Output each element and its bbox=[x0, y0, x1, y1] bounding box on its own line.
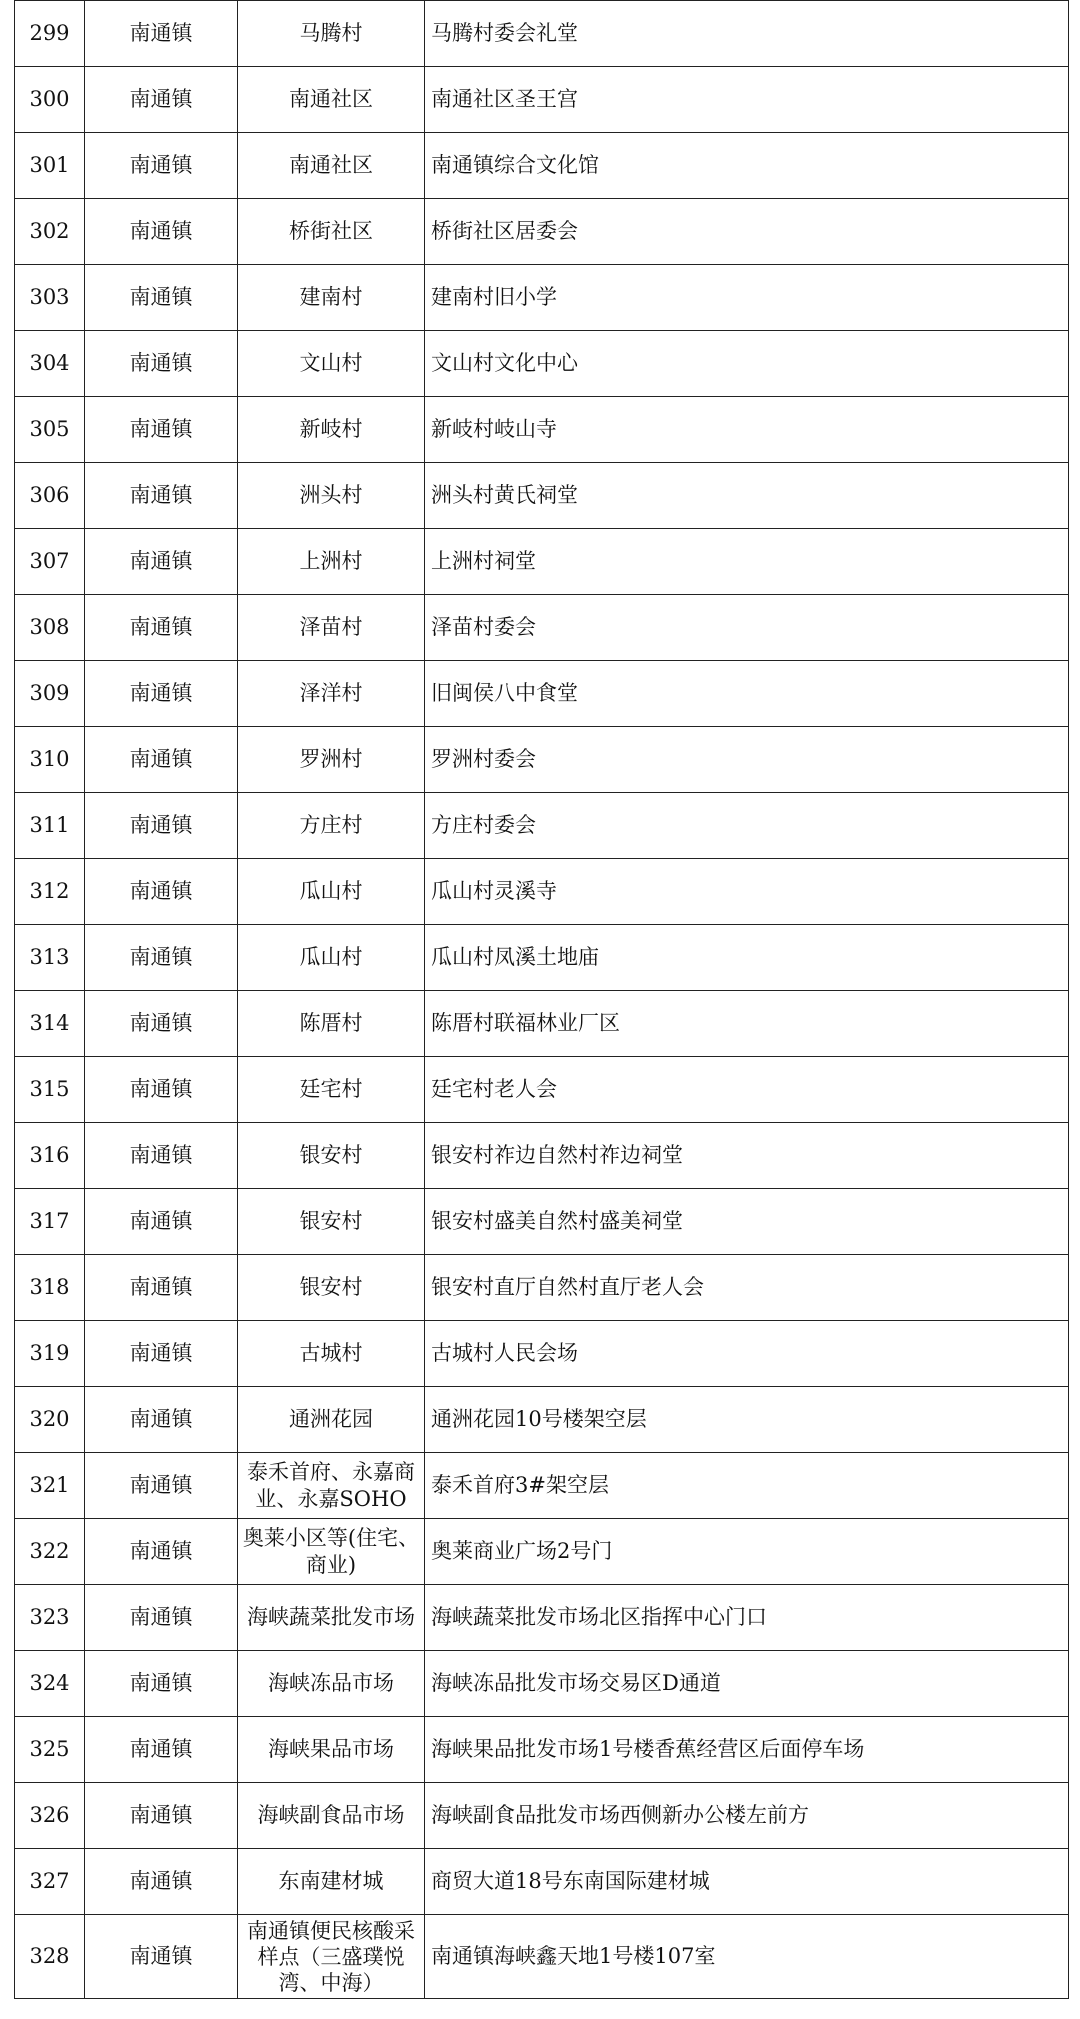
row-number-cell: 310 bbox=[15, 727, 85, 793]
village-cell: 古城村 bbox=[238, 1321, 425, 1387]
row-number-cell: 322 bbox=[15, 1519, 85, 1585]
village-cell: 文山村 bbox=[238, 331, 425, 397]
town-cell: 南通镇 bbox=[85, 199, 238, 265]
row-number-cell: 303 bbox=[15, 265, 85, 331]
sampling-location-cell: 泽苗村委会 bbox=[425, 595, 1069, 661]
village-cell: 陈厝村 bbox=[238, 991, 425, 1057]
town-cell: 南通镇 bbox=[85, 133, 238, 199]
village-cell: 东南建材城 bbox=[238, 1849, 425, 1915]
town-cell: 南通镇 bbox=[85, 1123, 238, 1189]
sampling-location-cell: 洲头村黄氏祠堂 bbox=[425, 463, 1069, 529]
sampling-location-cell: 海峡副食品批发市场西侧新办公楼左前方 bbox=[425, 1783, 1069, 1849]
sampling-location-cell: 海峡蔬菜批发市场北区指挥中心门口 bbox=[425, 1585, 1069, 1651]
table-row bbox=[15, 397, 1069, 463]
table-row bbox=[15, 661, 1069, 727]
row-number-cell: 315 bbox=[15, 1057, 85, 1123]
village-cell: 通洲花园 bbox=[238, 1387, 425, 1453]
table-row bbox=[15, 1849, 1069, 1915]
village-cell: 新岐村 bbox=[238, 397, 425, 463]
town-cell: 南通镇 bbox=[85, 1255, 238, 1321]
table-row bbox=[15, 1915, 1069, 1999]
sampling-location-cell: 奥莱商业广场2号门 bbox=[425, 1519, 1069, 1585]
town-cell: 南通镇 bbox=[85, 991, 238, 1057]
village-cell: 泽洋村 bbox=[238, 661, 425, 727]
sampling-location-cell: 上洲村祠堂 bbox=[425, 529, 1069, 595]
village-cell: 海峡果品市场 bbox=[238, 1717, 425, 1783]
row-number-cell: 302 bbox=[15, 199, 85, 265]
row-number-cell: 300 bbox=[15, 67, 85, 133]
town-cell: 南通镇 bbox=[85, 265, 238, 331]
village-cell: 方庄村 bbox=[238, 793, 425, 859]
sampling-location-cell: 海峡冻品批发市场交易区D通道 bbox=[425, 1651, 1069, 1717]
row-number-cell: 308 bbox=[15, 595, 85, 661]
town-cell: 南通镇 bbox=[85, 1, 238, 67]
row-number-cell: 324 bbox=[15, 1651, 85, 1717]
town-cell: 南通镇 bbox=[85, 925, 238, 991]
town-cell: 南通镇 bbox=[85, 661, 238, 727]
table-row bbox=[15, 1189, 1069, 1255]
table-row bbox=[15, 1453, 1069, 1519]
row-number-cell: 321 bbox=[15, 1453, 85, 1519]
sampling-location-cell: 罗洲村委会 bbox=[425, 727, 1069, 793]
table-row bbox=[15, 1783, 1069, 1849]
sampling-location-cell: 廷宅村老人会 bbox=[425, 1057, 1069, 1123]
village-cell: 廷宅村 bbox=[238, 1057, 425, 1123]
table-row bbox=[15, 1, 1069, 67]
row-number-cell: 313 bbox=[15, 925, 85, 991]
sampling-location-cell: 瓜山村灵溪寺 bbox=[425, 859, 1069, 925]
table-row bbox=[15, 925, 1069, 991]
town-cell: 南通镇 bbox=[85, 397, 238, 463]
row-number-cell: 318 bbox=[15, 1255, 85, 1321]
town-cell: 南通镇 bbox=[85, 793, 238, 859]
row-number-cell: 299 bbox=[15, 1, 85, 67]
table-row bbox=[15, 1387, 1069, 1453]
village-cell: 泰禾首府、永嘉商业、永嘉SOHO bbox=[238, 1453, 425, 1519]
town-cell: 南通镇 bbox=[85, 1321, 238, 1387]
sampling-location-cell: 马腾村委会礼堂 bbox=[425, 1, 1069, 67]
table-row bbox=[15, 1585, 1069, 1651]
table-row bbox=[15, 859, 1069, 925]
town-cell: 南通镇 bbox=[85, 1717, 238, 1783]
town-cell: 南通镇 bbox=[85, 331, 238, 397]
sampling-location-cell: 银安村祚边自然村祚边祠堂 bbox=[425, 1123, 1069, 1189]
row-number-cell: 312 bbox=[15, 859, 85, 925]
village-cell: 南通社区 bbox=[238, 67, 425, 133]
sampling-location-cell: 文山村文化中心 bbox=[425, 331, 1069, 397]
sampling-location-cell: 南通镇海峡鑫天地1号楼107室 bbox=[425, 1915, 1069, 1999]
sampling-location-cell: 泰禾首府3#架空层 bbox=[425, 1453, 1069, 1519]
table-row bbox=[15, 331, 1069, 397]
village-cell: 瓜山村 bbox=[238, 859, 425, 925]
village-cell: 海峡副食品市场 bbox=[238, 1783, 425, 1849]
row-number-cell: 311 bbox=[15, 793, 85, 859]
sampling-location-cell: 银安村直厅自然村直厅老人会 bbox=[425, 1255, 1069, 1321]
town-cell: 南通镇 bbox=[85, 1651, 238, 1717]
table-row bbox=[15, 133, 1069, 199]
table-row bbox=[15, 529, 1069, 595]
table-row bbox=[15, 1717, 1069, 1783]
sampling-location-cell: 方庄村委会 bbox=[425, 793, 1069, 859]
sampling-location-cell: 海峡果品批发市场1号楼香蕉经营区后面停车场 bbox=[425, 1717, 1069, 1783]
village-cell: 桥街社区 bbox=[238, 199, 425, 265]
sampling-location-cell: 陈厝村联福林业厂区 bbox=[425, 991, 1069, 1057]
village-cell: 海峡蔬菜批发市场 bbox=[238, 1585, 425, 1651]
village-cell: 奥莱小区等(住宅、商业) bbox=[238, 1519, 425, 1585]
row-number-cell: 326 bbox=[15, 1783, 85, 1849]
table-row bbox=[15, 1255, 1069, 1321]
row-number-cell: 319 bbox=[15, 1321, 85, 1387]
town-cell: 南通镇 bbox=[85, 1057, 238, 1123]
village-cell: 海峡冻品市场 bbox=[238, 1651, 425, 1717]
town-cell: 南通镇 bbox=[85, 859, 238, 925]
village-cell: 银安村 bbox=[238, 1123, 425, 1189]
village-cell: 建南村 bbox=[238, 265, 425, 331]
town-cell: 南通镇 bbox=[85, 1585, 238, 1651]
town-cell: 南通镇 bbox=[85, 529, 238, 595]
village-cell: 南通社区 bbox=[238, 133, 425, 199]
table-row bbox=[15, 1651, 1069, 1717]
row-number-cell: 327 bbox=[15, 1849, 85, 1915]
row-number-cell: 316 bbox=[15, 1123, 85, 1189]
row-number-cell: 304 bbox=[15, 331, 85, 397]
sampling-location-cell: 新岐村岐山寺 bbox=[425, 397, 1069, 463]
sampling-location-cell: 旧闽侯八中食堂 bbox=[425, 661, 1069, 727]
table-row bbox=[15, 1123, 1069, 1189]
village-cell: 泽苗村 bbox=[238, 595, 425, 661]
table-row bbox=[15, 793, 1069, 859]
table-row bbox=[15, 265, 1069, 331]
town-cell: 南通镇 bbox=[85, 1453, 238, 1519]
row-number-cell: 307 bbox=[15, 529, 85, 595]
table-row bbox=[15, 991, 1069, 1057]
table-row bbox=[15, 595, 1069, 661]
table-row bbox=[15, 67, 1069, 133]
town-cell: 南通镇 bbox=[85, 727, 238, 793]
sampling-location-cell: 南通社区圣王宫 bbox=[425, 67, 1069, 133]
sampling-location-cell: 古城村人民会场 bbox=[425, 1321, 1069, 1387]
table-row bbox=[15, 1321, 1069, 1387]
sampling-location-cell: 桥街社区居委会 bbox=[425, 199, 1069, 265]
town-cell: 南通镇 bbox=[85, 1519, 238, 1585]
row-number-cell: 328 bbox=[15, 1915, 85, 1999]
row-number-cell: 314 bbox=[15, 991, 85, 1057]
row-number-cell: 320 bbox=[15, 1387, 85, 1453]
table-row bbox=[15, 1519, 1069, 1585]
town-cell: 南通镇 bbox=[85, 463, 238, 529]
sampling-location-cell: 瓜山村凤溪土地庙 bbox=[425, 925, 1069, 991]
town-cell: 南通镇 bbox=[85, 595, 238, 661]
row-number-cell: 305 bbox=[15, 397, 85, 463]
sampling-location-cell: 商贸大道18号东南国际建材城 bbox=[425, 1849, 1069, 1915]
town-cell: 南通镇 bbox=[85, 1849, 238, 1915]
sampling-location-cell: 建南村旧小学 bbox=[425, 265, 1069, 331]
village-cell: 洲头村 bbox=[238, 463, 425, 529]
table-body bbox=[15, 1, 1069, 1999]
row-number-cell: 309 bbox=[15, 661, 85, 727]
village-cell: 马腾村 bbox=[238, 1, 425, 67]
row-number-cell: 317 bbox=[15, 1189, 85, 1255]
town-cell: 南通镇 bbox=[85, 1783, 238, 1849]
row-number-cell: 325 bbox=[15, 1717, 85, 1783]
sampling-site-table bbox=[14, 0, 1069, 1999]
village-cell: 瓜山村 bbox=[238, 925, 425, 991]
row-number-cell: 301 bbox=[15, 133, 85, 199]
sampling-location-cell: 南通镇综合文化馆 bbox=[425, 133, 1069, 199]
village-cell: 罗洲村 bbox=[238, 727, 425, 793]
row-number-cell: 306 bbox=[15, 463, 85, 529]
town-cell: 南通镇 bbox=[85, 67, 238, 133]
table-row bbox=[15, 463, 1069, 529]
village-cell: 上洲村 bbox=[238, 529, 425, 595]
sampling-location-cell: 通洲花园10号楼架空层 bbox=[425, 1387, 1069, 1453]
row-number-cell: 323 bbox=[15, 1585, 85, 1651]
table-row bbox=[15, 727, 1069, 793]
table-row bbox=[15, 1057, 1069, 1123]
sampling-location-cell: 银安村盛美自然村盛美祠堂 bbox=[425, 1189, 1069, 1255]
town-cell: 南通镇 bbox=[85, 1387, 238, 1453]
sampling-site-table-page bbox=[14, 0, 1069, 1999]
village-cell: 南通镇便民核酸采样点（三盛璞悦湾、中海） bbox=[238, 1915, 425, 1999]
table-row bbox=[15, 199, 1069, 265]
town-cell: 南通镇 bbox=[85, 1915, 238, 1999]
village-cell: 银安村 bbox=[238, 1189, 425, 1255]
village-cell: 银安村 bbox=[238, 1255, 425, 1321]
town-cell: 南通镇 bbox=[85, 1189, 238, 1255]
